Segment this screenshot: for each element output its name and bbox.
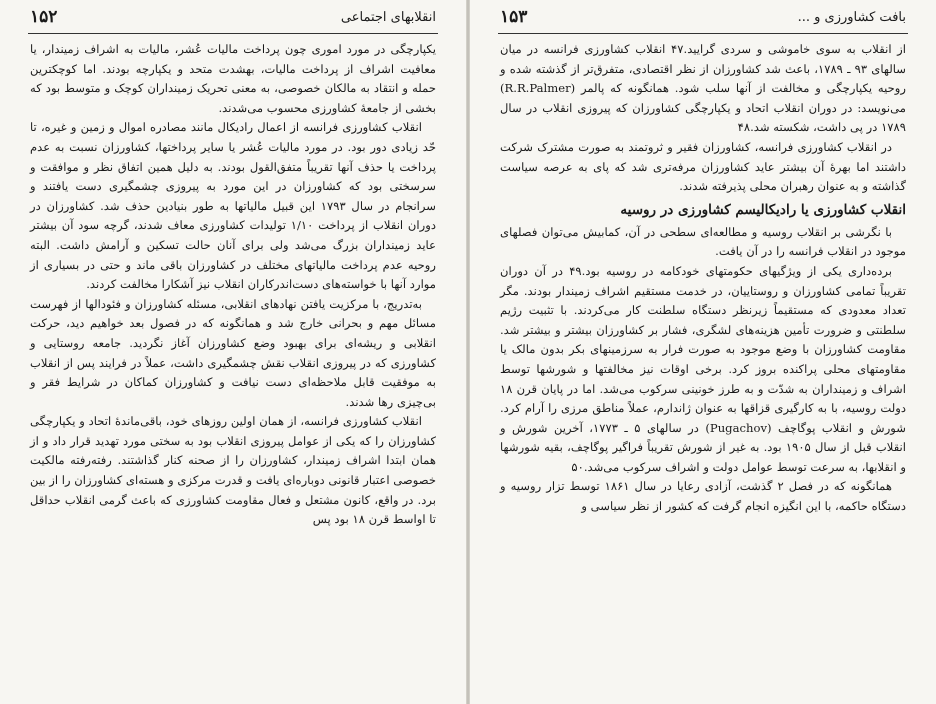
left-page [0, 0, 466, 704]
right-body-text [500, 40, 906, 698]
left-paragraph: به‌تدریج، با مرکزیت یافتن نهادهای انقلابی، مسئله کشاورزان و فئودالها از فهرست مسائل مهم و بحرانی خارج شد و همانگونه که در فصول بعد خواهیم دید، حرکت انقلابی و ریشه‌ای برای بهبود وضع کشاورزان آغاز نگردید. جامعه روستایی و کشاورزی که در پیروزی انقلاب نقش چشمگیری داشت، عملاً در فرایند پس از انقلاب به موفقیت قابل ملاحظه‌ای دست نیافت و کشاورزان کماکان در شرایط فقر و بی‌چیزی رها شدند. [30, 296, 436, 409]
left-body-text [30, 40, 436, 698]
left-page-number: ۱۵۲ [30, 7, 58, 27]
right-paragraph: برده‌داری یکی از ویژگیهای حکومتهای خودکامه در روسیه بود.۴۹ در آن دوران تقریباً تمامی کشاورزان و روستاییان، در خدمت مستقیم اشراف زمیندار بودند. مگر تعداد معدودی که مستقیماً زیرنظر دستگاه سلطنت کار می‌کردند. با تثبیت رژیم سلطنتی و ضرورت تأمین هزینه‌های لشگری، فشار بر کشاورزان بیشتر و بیشتر شد. مقاومت کشاورزان با وضع موجود به صورت فرار به سرزمینهای بکر بدون مالک یا مقاومتهای محلی پراکنده بروز کرد. برخی اوقات نیز مخالفتها و شورشها توسط اشراف و زمینداران به شدّت و به طرز خونینی سرکوب می‌شد. اما در پایان قرن ۱۸ دولت روسیه، با به کارگیری قزاقها به عنوان ژاندارم، عملاً مناطق مرزی را آرام کرد. شورش و انقلاب پوگاچف (Pugachov) در سالهای ۵ ـ ۱۷۷۳، آخرین شورش و انقلاب قبل از سال ۱۹۰۵ بود. به غیر از شورش تقریباً فراگیر پوگاچف، بقیه شورشها و انقلابها، به سرعت توسط عوامل دولت و اشراف سرکوب می‌شد.۵۰ [500, 263, 907, 474]
left-header-rule [28, 33, 438, 34]
right-paragraph: در انقلاب کشاورزی فرانسه، کشاورزان فقیر و ثروتمند به صورت مشترک شرکت داشتند اما بهرهٔ آن بیشتر عاید کشاورزان مرفه‌تری شد که پای به عرصه سیاست گذاشته و به عنوان رهبران محلی پذیرفته شدند. [500, 139, 906, 194]
right-running-header [500, 8, 906, 30]
section-heading: انقلاب کشاورزی یا رادیکالیسم کشاورزی در روسیه [620, 201, 906, 218]
left-paragraph: انقلاب کشاورزی فرانسه از اعمال رادیکال مانند مصادره اموال و زمین و غیره، تا حّد زیادی دور بود. در مورد مالیات عُشر یا سایر پرداختها، کشاورزان نسبت به عدم پرداخت یا حذف آنها تقریباً متفق‌القول بودند. به دلیل همین اتفاق نظر و موافقت و سرسختی بود که کشاورزان در این مورد به پیروزی چشمگیری دست یافتند و سرانجام در سال ۱۷۹۳ این قبیل مالیاتها به طور بنیادین حذف شد. کشاورزان در دوران انقلاب از پرداخت ۱/۱۰ تولیدات کشاورزی معاف شدند، گرچه سود آن بیشتر عاید زمینداران بزرگ می‌شد ولی برای آنان حالت تسکین و آرامش داشت. البته روحیه عدم پرداخت مالیاتهای مختلف در کشاورزان باقی ماند و حتی در بسیاری از موارد آنها با خواسته‌های دست‌اندرکاران انقلاب نیز آشکارا مخالفت کردند. [30, 120, 436, 292]
left-header-title: انقلابهای اجتماعی [340, 10, 436, 25]
right-page-number: ۱۵۳ [500, 7, 528, 27]
right-paragraph: از انقلاب به سوی خاموشی و سردی گرایید.۴۷ انقلاب کشاورزی فرانسه در میان سالهای ۹۳ ـ ۱۷۸۹، باعث شد کشاورزان از نظر اقتصادی، متفرق‌تر از گذشته شده و روحیه یکپارچگی و مخالفت از آنها سلب شود. همانگونه که پالمر (R.R.Palmer) می‌نویسد: در دوران انقلاب اتحاد و یکپارچگی کشاورزان که پیروزی انقلاب در سال ۱۷۸۹ در پی داشت، شکسته شد.۴۸ [500, 42, 906, 135]
right-page [470, 0, 936, 704]
right-header-title: بافت کشاورزی و ... [797, 10, 906, 25]
right-paragraph: همانگونه که در فصل ۲ گذشت، آزادی رعایا در سال ۱۸۶۱ توسط تزار روسیه و دستگاه حاکمه، با این انگیزه انجام گرفت که کشور از نظر سیاسی و [500, 479, 906, 514]
right-paragraph: با نگرشی بر انقلاب روسیه و مطالعه‌ای سطحی در آن، کمابیش می‌توان فصلهای موجود در انقلاب فرانسه را در آن یافت. [500, 224, 906, 259]
left-paragraph: یکپارچگی در مورد اموری چون پرداخت مالیات عُشر، مالیات به اشراف زمیندار، یا معافیت اشراف از پرداخت مالیات، بهشدت متحد و یکپارچه بودند. اما کوچکترین حمله و انتقاد به مالکان خصوصی، به معنی تحریک زمینداران کوچک و متوسط بود که بخشی از جامعهٔ کشاورزی محسوب می‌شدند. [30, 42, 436, 115]
left-running-header [30, 8, 436, 30]
right-header-rule [498, 33, 908, 34]
left-paragraph: انقلاب کشاورزی فرانسه، از همان اولین روزهای خود، باقی‌ماندهٔ اتحاد و یکپارچگی کشاورزان را که یکی از عوامل پیروزی انقلاب بود به سختی مورد تهدید قرار داد و از همان ابتدا اشراف زمیندار، کشاورزان را از صحنه کنار گذاشتند. رفته‌رفته مالکیت خصوصی اعتبار قانونی دوباره‌ای یافت و قدرت مرکزی و هسته‌ای کشاورزان را از بین برد. در واقع، کانون مشتعل و فعال مقاومت کشاورزی که باعث گرمی انقلاب حداقل تا اواسط قرن ۱۸ بود پس [30, 414, 436, 527]
